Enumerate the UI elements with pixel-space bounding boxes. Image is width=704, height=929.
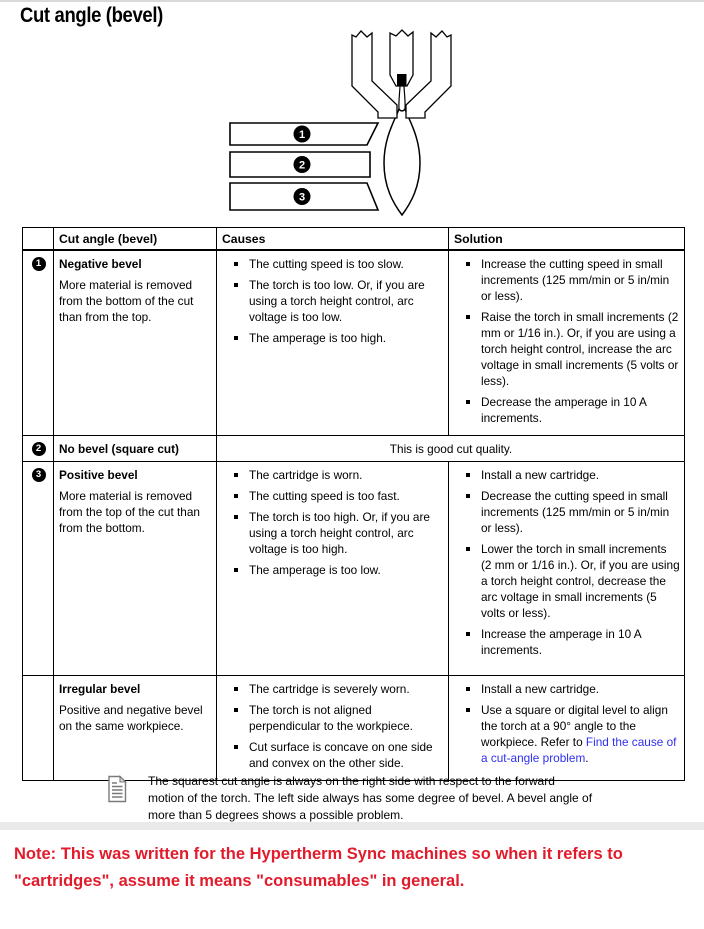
cause-item: The cartridge is worn.	[222, 467, 444, 483]
arc-neck-left	[399, 87, 400, 110]
solution-item: Lower the torch in small increments (2 mm or 1/16 in.). Or, if you are using a torch height control, decrease the arc voltage in small increments (5 volts or less).	[454, 541, 680, 621]
note-block	[106, 773, 594, 824]
callout-3	[294, 188, 311, 205]
solution-item: Install a new cartridge.	[454, 467, 680, 483]
col-header-num	[23, 228, 54, 251]
causes-list	[222, 681, 444, 771]
cut-angle-problem-link[interactable]: Find the cause of a cut-angle problem	[481, 735, 677, 765]
cause-item: The amperage is too high.	[222, 330, 444, 346]
bevel-name: Negative bevel	[59, 257, 142, 271]
cause-item: The torch is not aligned perpendicular to the workpiece.	[222, 702, 444, 734]
note-text: The squarest cut angle is always on the right side with respect to the forward motion of the torch. The left side always has some degree of bevel. A bevel angle of more than 5 degrees shows a possible problem.	[148, 774, 593, 822]
solution-item: Decrease the amperage in 10 A increments.	[454, 394, 680, 426]
solutions-list	[454, 467, 680, 658]
cause-item: The cartridge is severely worn.	[222, 681, 444, 697]
col-header-causes: Causes	[217, 228, 449, 251]
col-header-bevel: Cut angle (bevel)	[54, 228, 217, 251]
bottom-divider	[0, 822, 704, 830]
cause-item: The amperage is too low.	[222, 562, 444, 578]
solution-text-before-link: Use a square or digital level to align the torch at a 90° angle to the workpiece. Refer to	[481, 703, 668, 749]
arc-neck-right	[404, 87, 405, 110]
callout-1	[294, 126, 311, 143]
cut-angle-table	[22, 227, 685, 781]
causes-list	[222, 256, 444, 346]
solutions-list	[454, 256, 680, 426]
solution-item: Install a new cartridge.	[454, 681, 680, 697]
table-row-no-bevel	[23, 436, 685, 462]
table-row-irregular-bevel	[23, 676, 685, 781]
cause-item: The torch is too high. Or, if you are using a torch height control, arc voltage is too high.	[222, 509, 444, 557]
bevel-desc: More material is removed from the top of the cut than from the bottom.	[59, 489, 200, 535]
row-badge-2: 2	[32, 442, 46, 456]
bevel-desc: More material is removed from the bottom of the cut than from the top.	[59, 278, 194, 324]
svg-text:3: 3	[298, 191, 306, 204]
cause-item: Cut surface is concave on one side and convex on the other side.	[222, 739, 444, 771]
solution-item: Increase the cutting speed in small increments (125 mm/min or 5 in/min or less).	[454, 256, 680, 304]
solution-item: Increase the amperage in 10 A increments.	[454, 626, 680, 658]
page-title: Cut angle (bevel)	[20, 4, 163, 27]
plasma-arc	[384, 109, 420, 215]
bevel-name: Irregular bevel	[59, 682, 141, 696]
solution-text-after-link: .	[585, 751, 589, 765]
svg-text:1: 1	[298, 129, 306, 141]
cause-item: The cutting speed is too slow.	[222, 256, 444, 272]
solution-item	[454, 702, 680, 766]
causes-list	[222, 467, 444, 578]
row-badge-1: 1	[32, 257, 46, 271]
table-row-positive-bevel	[23, 462, 685, 676]
torch-bevel-diagram	[220, 25, 480, 220]
col-header-solution: Solution	[449, 228, 685, 251]
note-icon	[106, 775, 128, 803]
bevel-desc: Positive and negative bevel on the same workpiece.	[59, 703, 203, 733]
cause-item: The torch is too low. Or, if you are using a torch height control, arc voltage is too low.	[222, 277, 444, 325]
electrode-tip	[397, 74, 407, 87]
bevel-name: Positive bevel	[59, 468, 138, 482]
bevel-name: No bevel (square cut)	[59, 442, 179, 456]
callout-2	[294, 156, 311, 173]
row-badge-3: 3	[32, 468, 46, 482]
top-divider	[0, 0, 704, 2]
svg-text:2: 2	[298, 159, 306, 172]
header-row	[23, 228, 685, 251]
good-quality-cell: This is good cut quality.	[217, 436, 685, 462]
cause-item: The cutting speed is too fast.	[222, 488, 444, 504]
solution-item: Decrease the cutting speed in small increments (125 mm/min or 5 in/min or less).	[454, 488, 680, 536]
solutions-list	[454, 681, 680, 766]
footer-alert-note: Note: This was written for the Hypertherm Sync machines so when it refers to "cartridges", assume it means "consumables" in general.	[14, 845, 623, 890]
table-row-negative-bevel	[23, 250, 685, 436]
solution-item: Raise the torch in small increments (2 mm or 1/16 in.). Or, if you are using a torch height control, increase the arc voltage in small increments (5 volts or less).	[454, 309, 680, 389]
